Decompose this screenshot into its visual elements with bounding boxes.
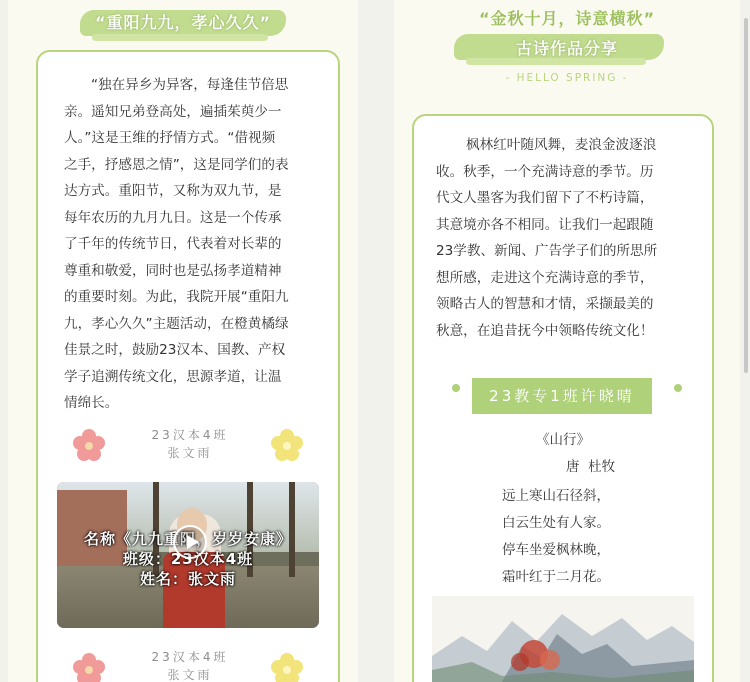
- paragraph-line: 佳景之时，鼓励23汉本、国教、产权: [64, 342, 286, 358]
- play-icon[interactable]: [173, 525, 207, 559]
- paragraph-line: 学子追溯传统文化，思源孝道，让温: [64, 368, 282, 385]
- poem-line: 远上寒山石径斜，: [502, 488, 610, 504]
- video-caption-line: 名称《九九重阳，岁岁安康》: [83, 530, 292, 548]
- poem-line: 停车坐爱枫林晚，: [502, 542, 610, 558]
- paragraph-line: 达方式。重阳节，又称为双九节，是: [64, 183, 282, 199]
- right-subtitle: 古诗作品分享: [515, 39, 618, 58]
- paragraph-line: 想所感，走进这个充满诗意的季节，: [436, 269, 654, 286]
- scrollbar[interactable]: [744, 18, 748, 373]
- yellow-flower-icon: [270, 428, 304, 462]
- author-tag: 23教专1班许晓晴: [472, 378, 652, 414]
- left-title: “重阳九九，孝心久久”: [94, 13, 272, 32]
- signature-class: 23汉本4班: [151, 428, 229, 442]
- paragraph-line: 收。秋季，一个充满诗意的季节。历: [436, 163, 654, 180]
- paragraph-line: 23学教、新闻、广告学子们的所思所: [436, 243, 658, 259]
- signature-name: 张文雨: [167, 446, 213, 460]
- paragraph-line: 人。”这是王维的抒情方式。“借视频: [64, 130, 276, 146]
- signature-class: 23汉本4班: [151, 650, 229, 664]
- poem-line: 霜叶红于二月花。: [502, 569, 610, 585]
- yellow-flower-icon: [270, 652, 304, 682]
- paragraph-line: 的重要时刻。为此，我院开展“重阳九: [64, 289, 289, 305]
- left-paragraph: [64, 72, 314, 417]
- paragraph-line: 之手，抒感恩之情”，这是同学们的表: [64, 156, 289, 173]
- video-caption-line: 姓名：张文雨: [139, 570, 236, 588]
- pink-flower-icon: [72, 428, 106, 462]
- paragraph-line: 其意境亦各不相同。让我们一起跟随: [436, 216, 654, 233]
- poem-line: 白云生处有人家。: [502, 515, 610, 531]
- paragraph-line: 了千年的传统节日，代表着对长辈的: [64, 236, 282, 252]
- tag-right-dot: [674, 384, 682, 392]
- video-player[interactable]: [57, 482, 319, 628]
- right-title: “金秋十月，诗意横秋”: [478, 9, 656, 28]
- paragraph-line: “独在异乡为异客，每逢佳节倍思: [91, 77, 289, 93]
- video-caption-line: 班级：23汉本4班: [122, 550, 254, 568]
- paragraph-line: 代文人墨客为我们留下了不朽诗篇，: [436, 190, 654, 206]
- paragraph-line: 九，孝心久久”主题活动，在橙黄橘绿: [64, 315, 289, 332]
- paragraph-line: 亲。遥知兄弟登高处，遍插茱萸少一: [64, 103, 282, 120]
- signature-name: 张文雨: [167, 668, 213, 682]
- paragraph-line: 枫林红叶随风舞，麦浪金波逐浪: [466, 137, 657, 153]
- paragraph-line: 情绵长。: [64, 395, 119, 411]
- left-article-pane[interactable]: [8, 0, 358, 682]
- pink-flower-icon: [72, 652, 106, 682]
- paragraph-line: 每年农历的九月九日。这是一个传承: [64, 209, 282, 226]
- landscape-painting-art: [432, 596, 694, 682]
- right-paragraph: [436, 132, 690, 344]
- tag-left-dot: [452, 384, 460, 392]
- signature-block: [140, 648, 240, 682]
- landscape-painting: [432, 596, 694, 682]
- paragraph-line: 秋意，在追昔抚今中领略传统文化！: [436, 322, 654, 339]
- signature-block: [140, 426, 240, 462]
- paragraph-line: 领略古人的智慧和才情，采撷最美的: [436, 296, 654, 312]
- hello-spring-label: - HELLO SPRING -: [505, 72, 629, 84]
- paragraph-line: 尊重和敬爱，同时也是弘扬孝道精神: [64, 262, 282, 279]
- poem-author: 唐 杜牧: [566, 459, 616, 475]
- poem-title: 《山行》: [536, 432, 590, 448]
